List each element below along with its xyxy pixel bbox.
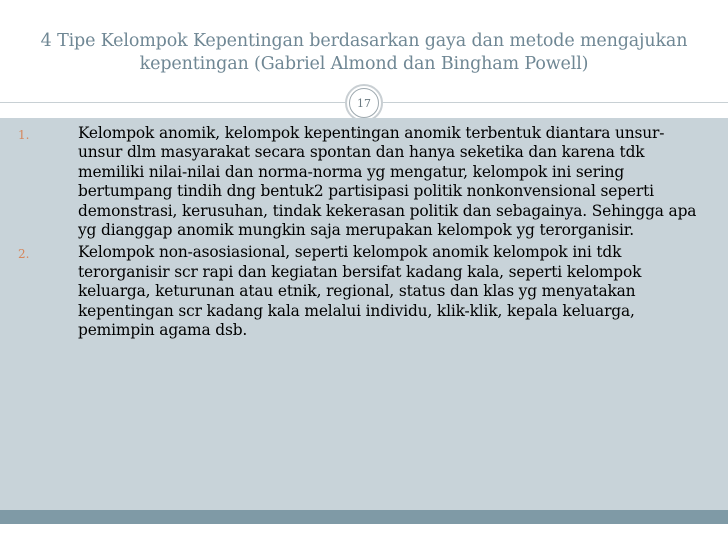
list-item-number: 2.: [18, 247, 30, 262]
content-list: [18, 124, 708, 343]
page-number-badge: [345, 84, 383, 122]
title-area: [0, 0, 728, 96]
bottom-accent-bar: [0, 510, 728, 524]
page-number: 17: [349, 88, 379, 118]
list-item-number: 1.: [18, 128, 30, 142]
slide-title: 4 Tipe Kelompok Kepentingan berdasarkan gaya dan metode mengajukan kepentingan (Gabriel Almond dan Bingham Powell): [40, 31, 688, 74]
list-item: [18, 243, 708, 340]
list-item-text: Kelompok non-asosiasional, seperti kelompok anomik kelompok ini tdk terorganisir scr rapi dan kegiatan bersifat kadang kala, seperti kelompok keluarga, keturunan atau etnik, regional, status dan klas yg menyatakan kepentingan scr kadang kala melalui individu, klik-klik, kepala keluarga, pemimpin agama dsb.: [78, 243, 642, 340]
list-item: [18, 124, 708, 240]
list-item-text: Kelompok anomik, kelompok kepentingan anomik terbentuk diantara unsur-unsur dlm masyarakat secara spontan dan hanya seketika dan karena tdk memiliki nilai-nilai dan norma-norma yg mengatur, kelompok ini sering bertumpang tindih dng bentuk2 partisipasi politik nonkonvensional seperti demonstrasi, kerusuhan, tindak kekerasan politik dan sebagainya. Sehingga apa yg dianggap anomik mungkin saja merupakan kelompok yg terorganisir.: [78, 124, 697, 240]
